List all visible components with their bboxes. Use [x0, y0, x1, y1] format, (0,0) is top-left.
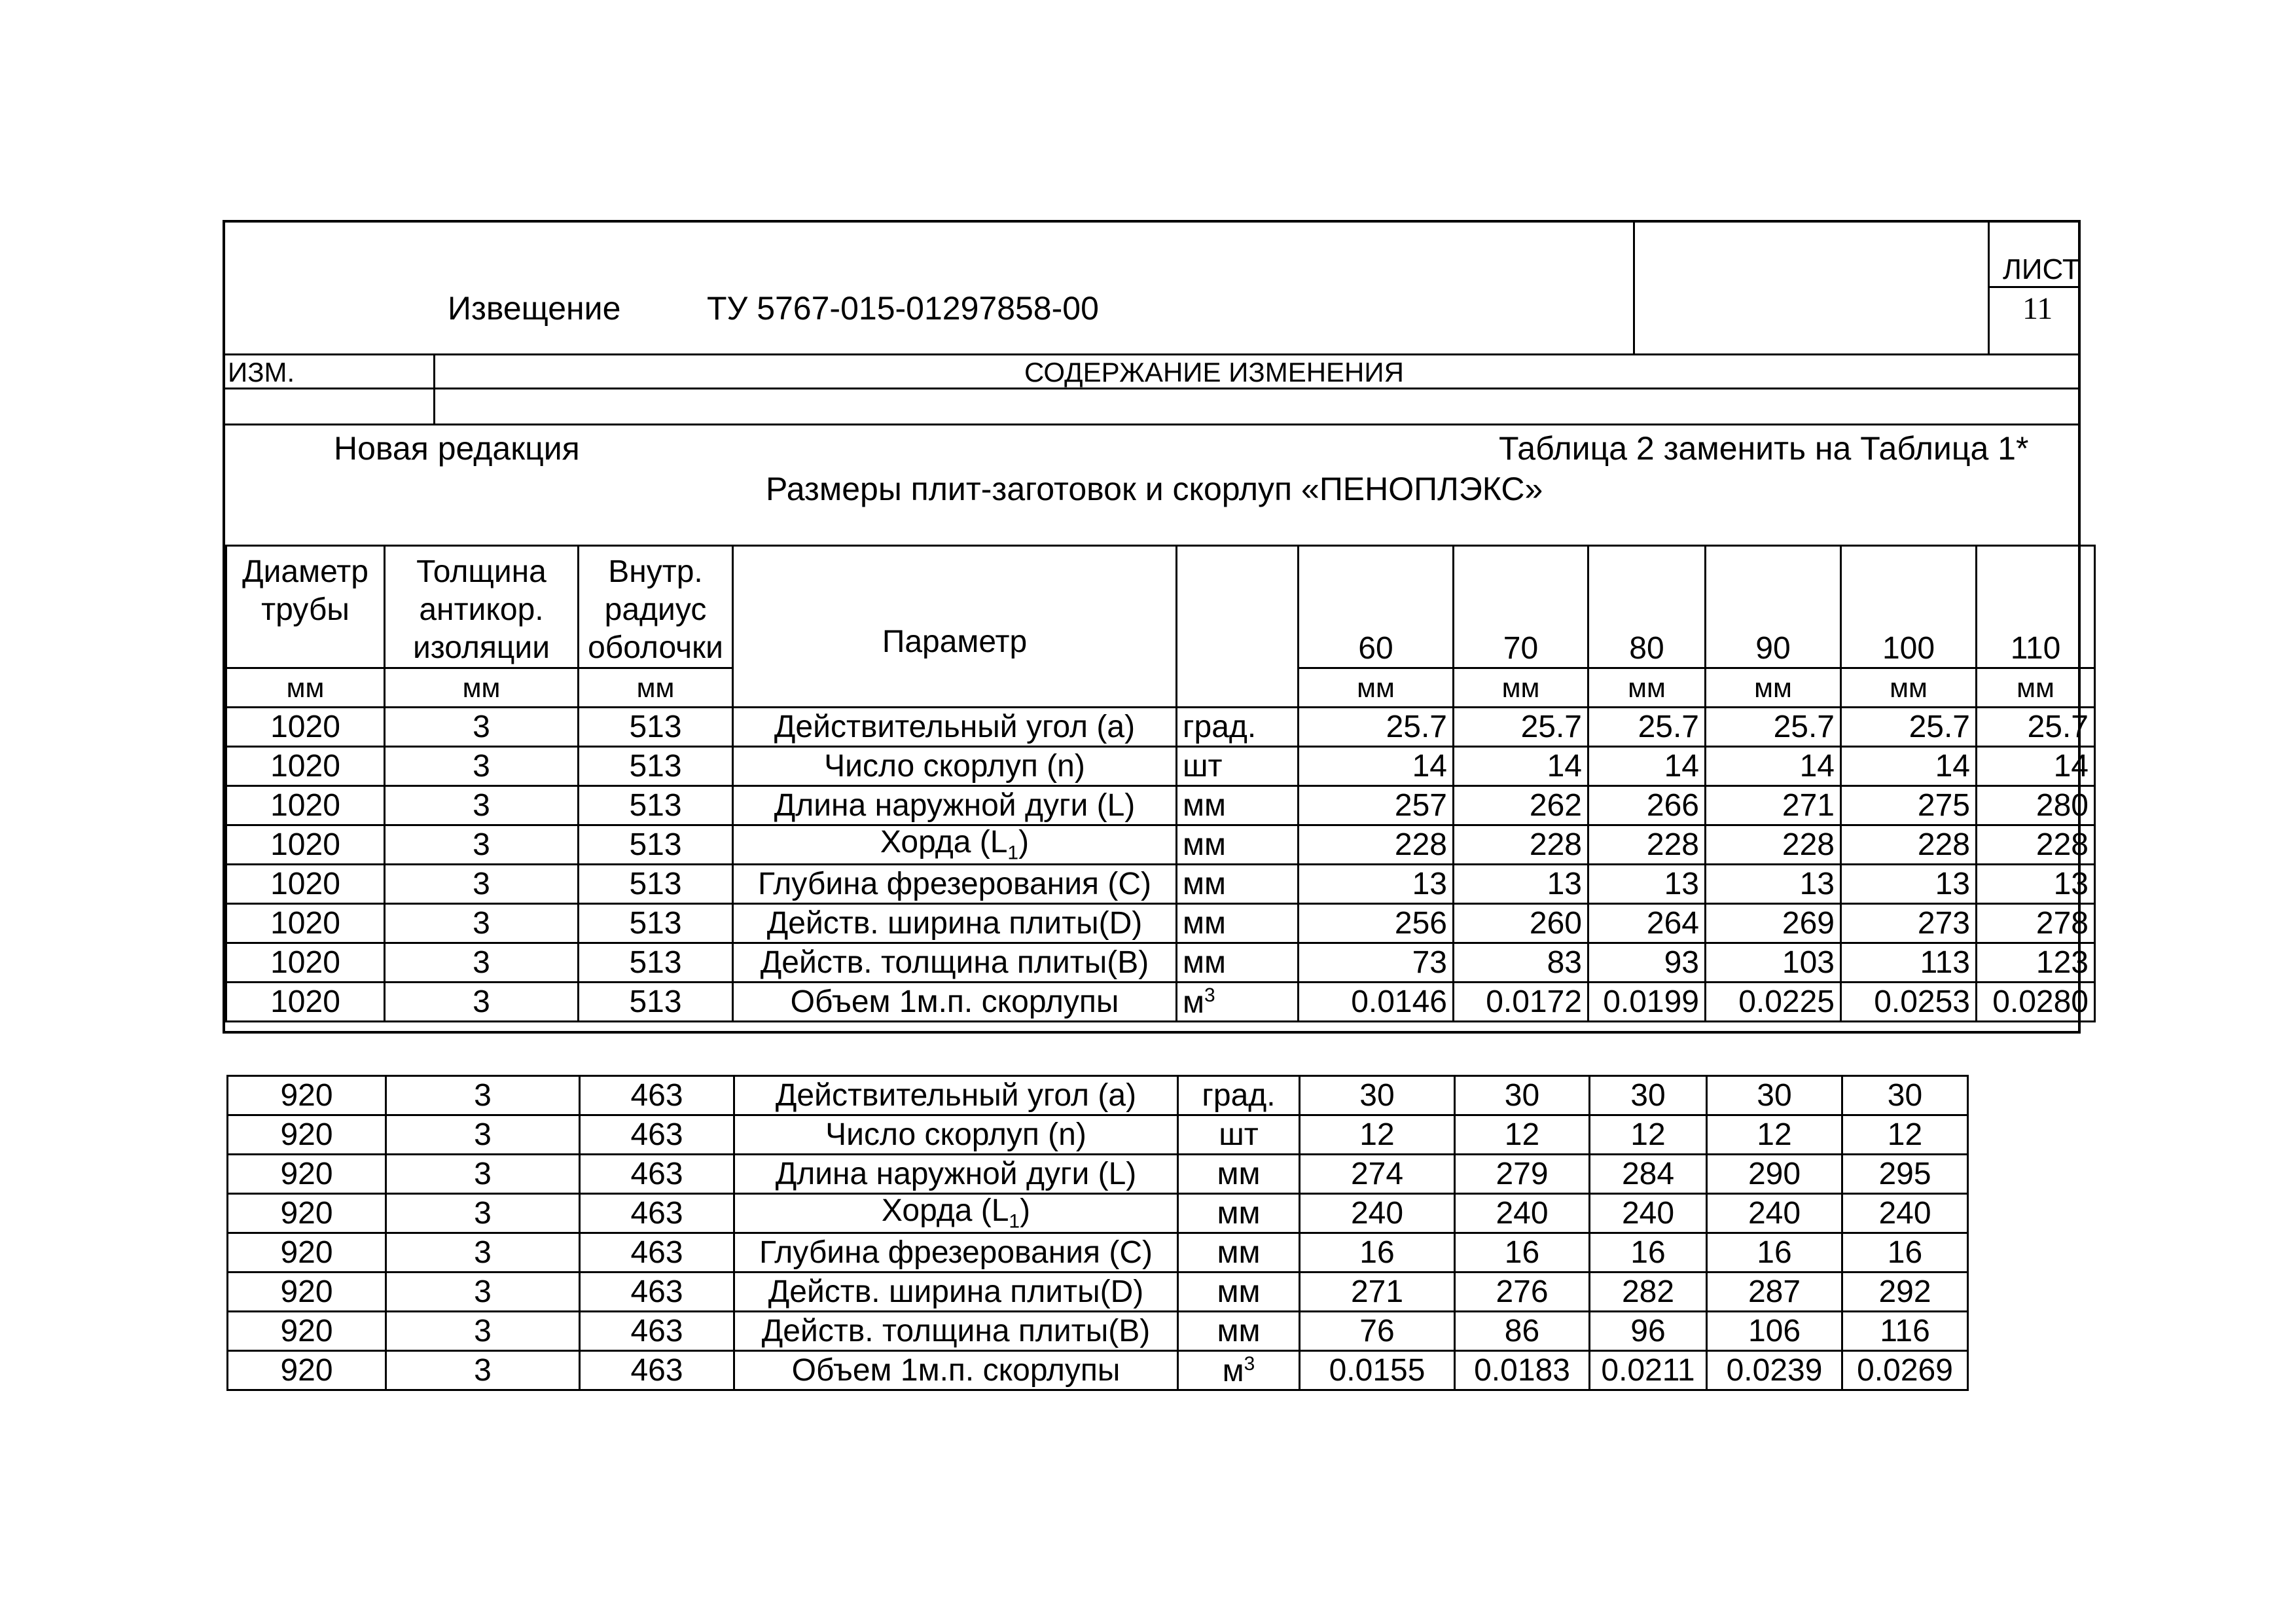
diameter-cell: 1020: [226, 747, 385, 786]
table-920: [226, 1075, 1969, 1391]
value-cell: 25.7: [1706, 708, 1841, 747]
param-cell: Хорда $(L_1)$: [733, 825, 1177, 865]
table-1020-body: [226, 708, 2095, 1022]
col-t110-header: 110: [1977, 546, 2095, 668]
table-row: [228, 1312, 1968, 1351]
coating-cell: 3: [385, 943, 579, 983]
unit-cell: мм: [1841, 668, 1977, 708]
value-cell: 13: [1841, 865, 1977, 904]
col-diameter-h1: Диаметр: [242, 554, 368, 589]
value-cell: 260: [1454, 904, 1588, 943]
col-unit-header: [1177, 546, 1299, 708]
value-cell: 228: [1588, 825, 1706, 865]
replace-note: Таблица 2 заменить на Таблица 1*: [1499, 430, 2029, 467]
param-cell: Действ. ширина плиты(D): [733, 904, 1177, 943]
unit-cell: мм: [1178, 1194, 1300, 1233]
radius-cell: 463: [580, 1115, 734, 1155]
coating-cell: 3: [386, 1115, 580, 1155]
table-row: [228, 1351, 1968, 1390]
unit-cell: мм: [1177, 943, 1299, 983]
value-cell: 14: [1588, 747, 1706, 786]
param-cell: Действительный угол (а): [734, 1076, 1178, 1115]
param-cell: Число скорлуп (n): [734, 1115, 1178, 1155]
radius-cell: 513: [579, 943, 733, 983]
value-cell: 83: [1454, 943, 1588, 983]
value-cell: 30: [1590, 1076, 1707, 1115]
value-cell: 266: [1588, 786, 1706, 825]
value-cell: 13: [1706, 865, 1841, 904]
value-cell: 14: [1706, 747, 1841, 786]
value-cell: 240: [1300, 1194, 1455, 1233]
diameter-cell: 920: [228, 1155, 386, 1194]
value-cell: 273: [1841, 904, 1977, 943]
value-cell: 228: [1841, 825, 1977, 865]
unit-cell: мм: [1454, 668, 1588, 708]
unit-cell: мм: [1177, 904, 1299, 943]
diameter-cell: 1020: [226, 943, 385, 983]
coating-cell: 3: [385, 747, 579, 786]
value-cell: 30: [1842, 1076, 1968, 1115]
diameter-cell: 920: [228, 1076, 386, 1115]
table-row: [228, 1272, 1968, 1312]
value-cell: 274: [1300, 1155, 1455, 1194]
unit-cell: мм: [1177, 786, 1299, 825]
value-cell: 16: [1300, 1233, 1455, 1272]
table-row: [226, 708, 2095, 747]
diameter-cell: 1020: [226, 904, 385, 943]
value-cell: 113: [1841, 943, 1977, 983]
col-diameter-h2: трубы: [261, 592, 350, 627]
table-row: [228, 1233, 1968, 1272]
radius-cell: 513: [579, 786, 733, 825]
izm-label: ИЗМ.: [228, 357, 295, 388]
coating-cell: 3: [385, 825, 579, 865]
value-cell: 271: [1706, 786, 1841, 825]
diameter-cell: 920: [228, 1351, 386, 1390]
value-cell: 240: [1707, 1194, 1842, 1233]
param-cell: Длина наружной дуги (L): [734, 1155, 1178, 1194]
value-cell: 123: [1977, 943, 2095, 983]
unit-cell: мм: [226, 668, 385, 708]
value-cell: 30: [1455, 1076, 1590, 1115]
value-cell: 0.0211: [1590, 1351, 1707, 1390]
unit-cell: $м^3$: [1177, 983, 1299, 1022]
radius-cell: 463: [580, 1076, 734, 1115]
value-cell: 0.0239: [1707, 1351, 1842, 1390]
unit-cell: мм: [385, 668, 579, 708]
unit-cell: мм: [1178, 1233, 1300, 1272]
unit-cell: мм: [1178, 1312, 1300, 1351]
value-cell: 269: [1706, 904, 1841, 943]
col-coating-header: [385, 546, 579, 668]
sheet-divider: [1988, 286, 2081, 288]
diameter-cell: 920: [228, 1194, 386, 1233]
coating-cell: 3: [386, 1233, 580, 1272]
param-cell: Хорда $(L_1)$: [734, 1194, 1178, 1233]
value-cell: 280: [1977, 786, 2095, 825]
value-cell: 12: [1455, 1115, 1590, 1155]
coating-cell: 3: [386, 1351, 580, 1390]
value-cell: 14: [1299, 747, 1454, 786]
content-label: СОДЕРЖАНИЕ ИЗМЕНЕНИЯ: [1024, 357, 1404, 388]
value-cell: 13: [1299, 865, 1454, 904]
table-row: [226, 786, 2095, 825]
diameter-cell: 1020: [226, 786, 385, 825]
value-cell: 0.0155: [1300, 1351, 1455, 1390]
radius-cell: 513: [579, 983, 733, 1022]
table-row: [228, 1155, 1968, 1194]
value-cell: 0.0183: [1455, 1351, 1590, 1390]
value-cell: 228: [1977, 825, 2095, 865]
unit-cell: мм: [1178, 1155, 1300, 1194]
value-cell: 25.7: [1299, 708, 1454, 747]
coating-cell: 3: [385, 786, 579, 825]
coating-cell: 3: [386, 1076, 580, 1115]
unit-cell: град.: [1178, 1076, 1300, 1115]
table-row: [226, 747, 2095, 786]
diameter-cell: 920: [228, 1233, 386, 1272]
radius-cell: 463: [580, 1272, 734, 1312]
value-cell: 228: [1454, 825, 1588, 865]
value-cell: 292: [1842, 1272, 1968, 1312]
value-cell: 13: [1454, 865, 1588, 904]
radius-cell: 513: [579, 865, 733, 904]
value-cell: 25.7: [1977, 708, 2095, 747]
radius-cell: 513: [579, 747, 733, 786]
value-cell: 284: [1590, 1155, 1707, 1194]
param-cell: Объем 1м.п. скорлупы: [734, 1351, 1178, 1390]
unit-cell: мм: [1706, 668, 1841, 708]
col-radius-header: [579, 546, 733, 668]
diameter-cell: 920: [228, 1272, 386, 1312]
value-cell: 240: [1590, 1194, 1707, 1233]
col-coating-h1: Толщина: [416, 554, 547, 589]
value-cell: 76: [1300, 1312, 1455, 1351]
col-radius-h3: оболочки: [588, 630, 723, 665]
value-cell: 278: [1977, 904, 2095, 943]
radius-cell: 513: [579, 825, 733, 865]
value-cell: 30: [1707, 1076, 1842, 1115]
value-cell: 228: [1706, 825, 1841, 865]
table-row: [226, 983, 2095, 1022]
value-cell: 0.0280: [1977, 983, 2095, 1022]
diameter-cell: 1020: [226, 983, 385, 1022]
radius-cell: 463: [580, 1194, 734, 1233]
value-cell: 262: [1454, 786, 1588, 825]
value-cell: 16: [1590, 1233, 1707, 1272]
coating-cell: 3: [386, 1312, 580, 1351]
coating-cell: 3: [385, 708, 579, 747]
value-cell: 73: [1299, 943, 1454, 983]
col-param-header: Параметр: [733, 546, 1177, 708]
value-cell: 106: [1707, 1312, 1842, 1351]
col-radius-h1: Внутр.: [608, 554, 703, 589]
param-cell: Действ. толщина плиты(В): [733, 943, 1177, 983]
value-cell: 86: [1455, 1312, 1590, 1351]
value-cell: 0.0253: [1841, 983, 1977, 1022]
izm-divider: [223, 388, 2081, 389]
table-title: Размеры плит-заготовок и скорлуп «ПЕНОПЛЭКС»: [766, 471, 1543, 507]
doc-code: ТУ 5767-015-01297858-00: [707, 290, 1099, 327]
value-cell: 13: [1977, 865, 2095, 904]
param-cell: Действ. толщина плиты(В): [734, 1312, 1178, 1351]
col-t90-header: 90: [1706, 546, 1841, 668]
value-cell: 103: [1706, 943, 1841, 983]
table-row: [228, 1115, 1968, 1155]
table-row: [226, 943, 2095, 983]
value-cell: 25.7: [1841, 708, 1977, 747]
radius-cell: 513: [579, 904, 733, 943]
value-cell: 290: [1707, 1155, 1842, 1194]
value-cell: 116: [1842, 1312, 1968, 1351]
value-cell: 12: [1300, 1115, 1455, 1155]
unit-cell: мм: [1977, 668, 2095, 708]
radius-cell: 463: [580, 1312, 734, 1351]
unit-cell: град.: [1177, 708, 1299, 747]
coating-cell: 3: [385, 865, 579, 904]
value-cell: 257: [1299, 786, 1454, 825]
diameter-cell: 1020: [226, 865, 385, 904]
header-divider: [223, 353, 2081, 355]
diameter-cell: 1020: [226, 825, 385, 865]
value-cell: 14: [1977, 747, 2095, 786]
table-row: [228, 1194, 1968, 1233]
col-diameter-header: [226, 546, 385, 668]
col-coating-h2: антикор.: [419, 592, 544, 627]
value-cell: 295: [1842, 1155, 1968, 1194]
value-cell: 240: [1842, 1194, 1968, 1233]
value-cell: 12: [1590, 1115, 1707, 1155]
new-edition-label: Новая редакция: [334, 430, 580, 467]
col-t80-header: 80: [1588, 546, 1706, 668]
radius-cell: 463: [580, 1351, 734, 1390]
table-1020: [225, 545, 2096, 1022]
izm-vdiv: [433, 353, 435, 425]
unit-cell: шт: [1178, 1115, 1300, 1155]
sheet-label: ЛИСТ: [2003, 253, 2080, 285]
value-cell: 279: [1455, 1155, 1590, 1194]
value-cell: 16: [1455, 1233, 1590, 1272]
unit-cell: мм: [1178, 1272, 1300, 1312]
value-cell: 271: [1300, 1272, 1455, 1312]
coating-cell: 3: [386, 1194, 580, 1233]
coating-cell: 3: [385, 983, 579, 1022]
radius-cell: 463: [580, 1155, 734, 1194]
param-cell: Длина наружной дуги (L): [733, 786, 1177, 825]
col-t60-header: 60: [1299, 546, 1454, 668]
value-cell: 0.0172: [1454, 983, 1588, 1022]
param-cell: Глубина фрезерования (С): [734, 1233, 1178, 1272]
table-row: [226, 825, 2095, 865]
radius-cell: 513: [579, 708, 733, 747]
col-coating-h3: изоляции: [412, 630, 550, 665]
param-cell: Глубина фрезерования (С): [733, 865, 1177, 904]
value-cell: 275: [1841, 786, 1977, 825]
param-cell: Объем 1м.п. скорлупы: [733, 983, 1177, 1022]
table-row: [226, 904, 2095, 943]
table-header-row: [226, 546, 2095, 668]
empty-row-divider: [223, 424, 2081, 425]
value-cell: 264: [1588, 904, 1706, 943]
diameter-cell: 920: [228, 1312, 386, 1351]
value-cell: 0.0269: [1842, 1351, 1968, 1390]
value-cell: 30: [1300, 1076, 1455, 1115]
value-cell: 14: [1454, 747, 1588, 786]
value-cell: 12: [1707, 1115, 1842, 1155]
unit-cell: мм: [1299, 668, 1454, 708]
notice-label: Извещение: [448, 290, 621, 327]
value-cell: 16: [1842, 1233, 1968, 1272]
col-t70-header: 70: [1454, 546, 1588, 668]
radius-cell: 463: [580, 1233, 734, 1272]
value-cell: 282: [1590, 1272, 1707, 1312]
value-cell: 12: [1842, 1115, 1968, 1155]
col-t100-header: 100: [1841, 546, 1977, 668]
diameter-cell: 1020: [226, 708, 385, 747]
value-cell: 256: [1299, 904, 1454, 943]
unit-cell: мм: [1588, 668, 1706, 708]
value-cell: 0.0225: [1706, 983, 1841, 1022]
sheet-number: 11: [2022, 291, 2053, 326]
coating-cell: 3: [386, 1155, 580, 1194]
diameter-cell: 920: [228, 1115, 386, 1155]
value-cell: 14: [1841, 747, 1977, 786]
table-920-body: [228, 1076, 1968, 1390]
table-row: [226, 865, 2095, 904]
unit-cell: мм: [1177, 865, 1299, 904]
value-cell: 276: [1455, 1272, 1590, 1312]
value-cell: 13: [1588, 865, 1706, 904]
coating-cell: 3: [385, 904, 579, 943]
value-cell: 228: [1299, 825, 1454, 865]
unit-cell: мм: [579, 668, 733, 708]
unit-cell: $м^3$: [1178, 1351, 1300, 1390]
unit-cell: мм: [1177, 825, 1299, 865]
value-cell: 240: [1455, 1194, 1590, 1233]
param-cell: Действительный угол (а): [733, 708, 1177, 747]
unit-cell: шт: [1177, 747, 1299, 786]
param-cell: Действ. ширина плиты(D): [734, 1272, 1178, 1312]
value-cell: 0.0146: [1299, 983, 1454, 1022]
param-cell: Число скорлуп (n): [733, 747, 1177, 786]
header-vdiv-1: [1633, 220, 1635, 355]
table-row: [228, 1076, 1968, 1115]
value-cell: 96: [1590, 1312, 1707, 1351]
value-cell: 93: [1588, 943, 1706, 983]
value-cell: 287: [1707, 1272, 1842, 1312]
col-radius-h2: радиус: [604, 592, 707, 627]
coating-cell: 3: [386, 1272, 580, 1312]
value-cell: 0.0199: [1588, 983, 1706, 1022]
value-cell: 16: [1707, 1233, 1842, 1272]
value-cell: 25.7: [1454, 708, 1588, 747]
value-cell: 25.7: [1588, 708, 1706, 747]
